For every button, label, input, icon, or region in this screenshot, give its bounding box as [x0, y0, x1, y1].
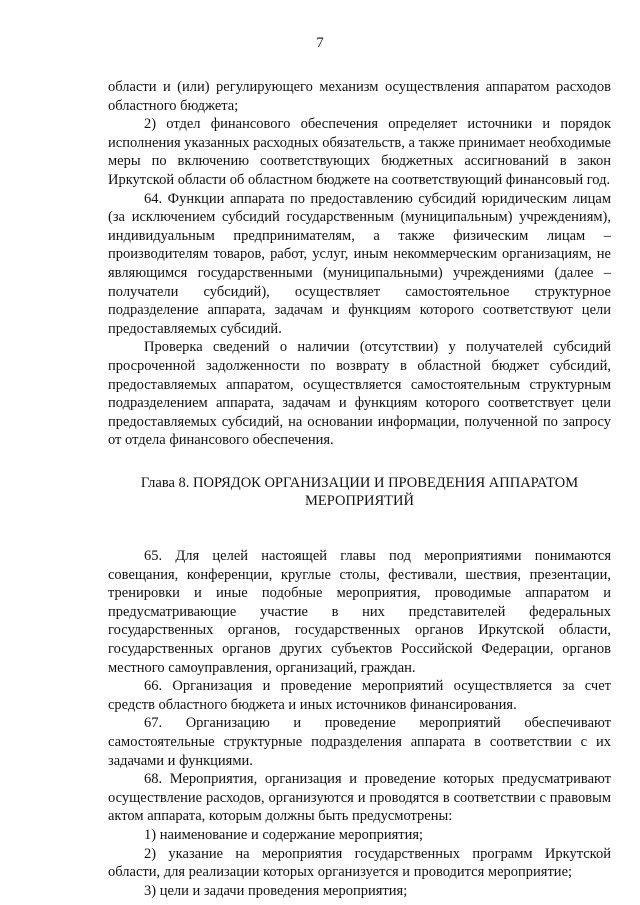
- spacer: [108, 511, 611, 547]
- paragraph-p-67: 67. Организацию и проведение мероприятий обеспечивают самостоятельные структурные подразделения аппарата в соответствии с их задачами и функциями.: [108, 715, 611, 769]
- document-body: [108, 78, 611, 900]
- paragraphs-before-chapter: [108, 78, 611, 450]
- paragraph-p-68-2: 2) указание на мероприятия государственных программ Иркутской области, для реализации которых организуется и проводится мероприятие;: [108, 845, 611, 881]
- chapter-heading-line-1: Глава 8. ПОРЯДОК ОРГАНИЗАЦИИ И ПРОВЕДЕНИЯ АППАРАТОМ: [140, 474, 579, 491]
- page-number: 7: [316, 35, 324, 51]
- paragraph-p-2: 2) отдел финансового обеспечения определяет источники и порядок исполнения указанных расходных обязательств, а также принимает необходимые меры по включению соответствующих бюджетных ассигнований в закон Иркутской области об областном бюджете на соответствующий финансовый год.: [108, 116, 611, 188]
- paragraphs-after-chapter: [108, 547, 611, 900]
- spacer: [108, 450, 611, 474]
- paragraph-p-68: 68. Мероприятия, организация и проведение которых предусматривают осуществление расходов, организуются и проводятся в соответствии с правовым актом аппарата, которым должны быть предусмотрены:: [108, 771, 611, 825]
- chapter-heading-line-2: МЕРОПРИЯТИЙ: [305, 493, 414, 510]
- paragraph-p-68-1: 1) наименование и содержание мероприятия;: [144, 826, 424, 843]
- paragraph-p-68-3: 3) цели и задачи проведения мероприятия;: [144, 882, 408, 899]
- paragraph-p-check: Проверка сведений о наличии (отсутствии) у получателей субсидий просроченной задолженности по возврату в областной бюджет субсидий, предоставляемых аппаратом, осуществляется самостоятельным структурным подразделением аппарата, задачам и функциям которого соответствует цели предоставляемых субсидий, на основании информации, полученной по запросу от отдела финансового обеспечения.: [108, 339, 611, 449]
- paragraph-p-64: 64. Функции аппарата по предоставлению субсидий юридическим лицам (за исключением субсидий государственным (муниципальным) учреждениям), индивидуальным предпринимателям, а также физическим лицам – производителям товаров, работ, услуг, иным некоммерческим организациям, не являющимся государственными (муниципальными) учреждениями (далее – получатели субсидий), осуществляет самостоятельное структурное подразделение аппарата, задачам и функциям которого соответствуют цели предоставляемых субсидий.: [108, 190, 611, 337]
- paragraph-p-66: 66. Организация и проведение мероприятий осуществляется за счет средств областного бюджета и иных источников финансирования.: [108, 678, 611, 713]
- chapter-heading: [108, 474, 611, 511]
- paragraph-p-cont: области и (или) регулирующего механизм осуществления аппаратом расходов областного бюджета;: [108, 79, 611, 114]
- paragraph-p-65: 65. Для целей настоящей главы под мероприятиями понимаются совещания, конференции, круглые столы, фестивали, шествия, презентации, тренировки и иные подобные мероприятия, проводимые аппаратом и предусматривающие участие в них представителей федеральных государственных органов, государственных органов Иркутской области, государственных органов других субъектов Российской Федерации, органов местного самоуправления, организаций, граждан.: [108, 548, 611, 676]
